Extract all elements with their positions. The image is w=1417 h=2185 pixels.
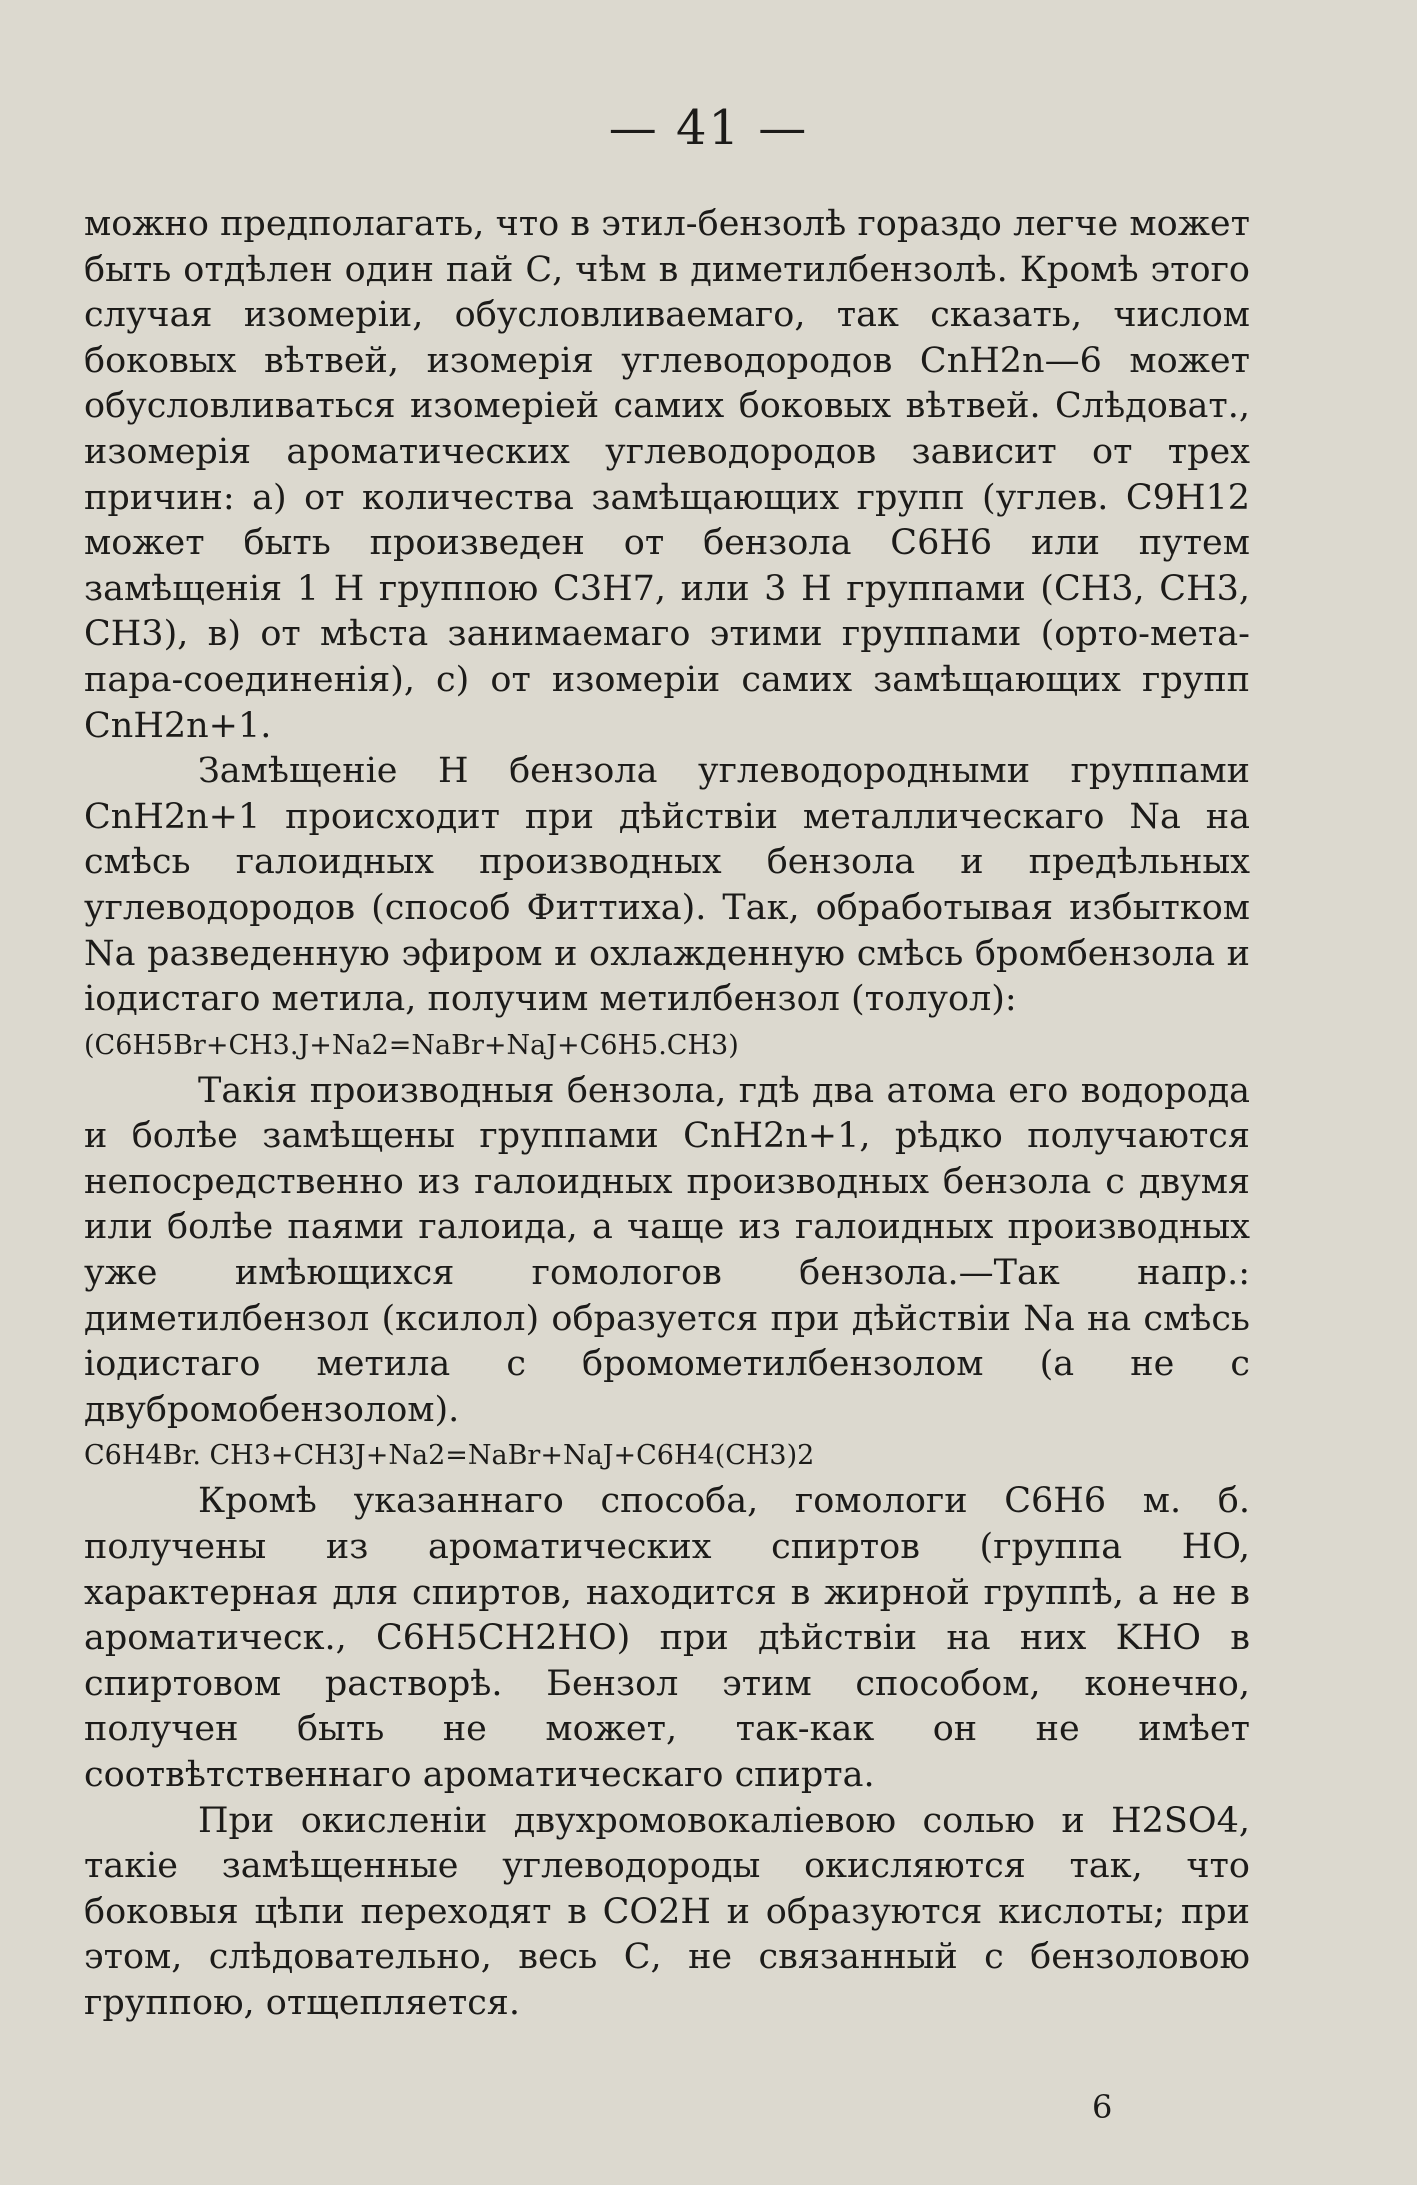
formula-toluene: (C6H5Br+CH3.J+Na2=NaBr+NaJ+C6H5.CH3) <box>84 1029 739 1061</box>
page-body <box>84 202 1250 2027</box>
formula-xylene: C6H4Br. CH3+CH3J+Na2=NaBr+NaJ+C6H4(CH3)2 <box>84 1440 815 1472</box>
paragraph-1: можно предполагать, что в этил-бензолѣ гораздо легче может быть отдѣлен один пай С, чѣм в диметилбензолѣ. Кромѣ этого случая изомеріи, обусловливаемаго, так сказать, числом боковых вѣтвей, изомерія углеводородов СnH2n—6 может обусловливаться изомеріей самих боковых вѣтвей. Слѣдоват., изомерія ароматических углеводородов зависит от трех причин: а) от количества замѣщающих групп (углев. C9H12 может быть произведен от бензола C6H6 или путем замѣщенія 1 H группою C3H7, или 3 H группами (CH3, CH3, CH3), в) от мѣста занимаемаго этими группами (орто-мета-пара-соединенія), с) от изомеріи самих замѣщающих групп СnH2n+1. <box>84 204 1250 746</box>
paragraph-5: При окисленіи двухромовокаліевою солью и H2SO4, такіе замѣщенные углеводороды окисляются так, что боковыя цѣпи переходят в CO2H и образуются кислоты; при этом, слѣдовательно, весь С, не связанный с бензоловою группою, отщепляется. <box>84 1800 1250 2023</box>
signature-mark: 6 <box>1092 2088 1113 2126</box>
paragraph-3: Такія производныя бензола, гдѣ два атома его водорода и болѣе замѣщены группами СnH2n+1, рѣдко получаются непосредственно из галоидных производных бензола с двумя или болѣе паями галоида, а чаще из галоидных производных уже имѣющихся гомологов бензола.—Так напр.: диметилбензол (ксилол) образуется при дѣйствіи Na на смѣсь іодистаго метила с бромометилбензолом (а не с двубромобензолом). <box>84 1070 1250 1430</box>
paragraph-2: Замѣщеніе H бензола углеводородными группами СnH2n+1 происходит при дѣйствіи металлическаго Na на смѣсь галоидных производных бензола и предѣльных углеводородов (способ Фиттиха). Так, обработывая избытком Na разведенную эфиром и охлажденную смѣсь бромбензола и іодистаго метила, получим метилбензол (толуол): <box>84 751 1250 1020</box>
page-number: — 41 — <box>608 100 809 156</box>
paragraph-4: Кромѣ указаннаго способа, гомологи C6H6 м. б. получены из ароматических спиртов (группа HO, характерная для спиртов, находится в жирной группѣ, а не в ароматическ., C6H5CH2HO) при дѣйствіи на них KHO в спиртовом растворѣ. Бензол этим способом, конечно, получен быть не может, так-как он не имѣет соотвѣтственнаго ароматическаго спирта. <box>84 1481 1250 1795</box>
